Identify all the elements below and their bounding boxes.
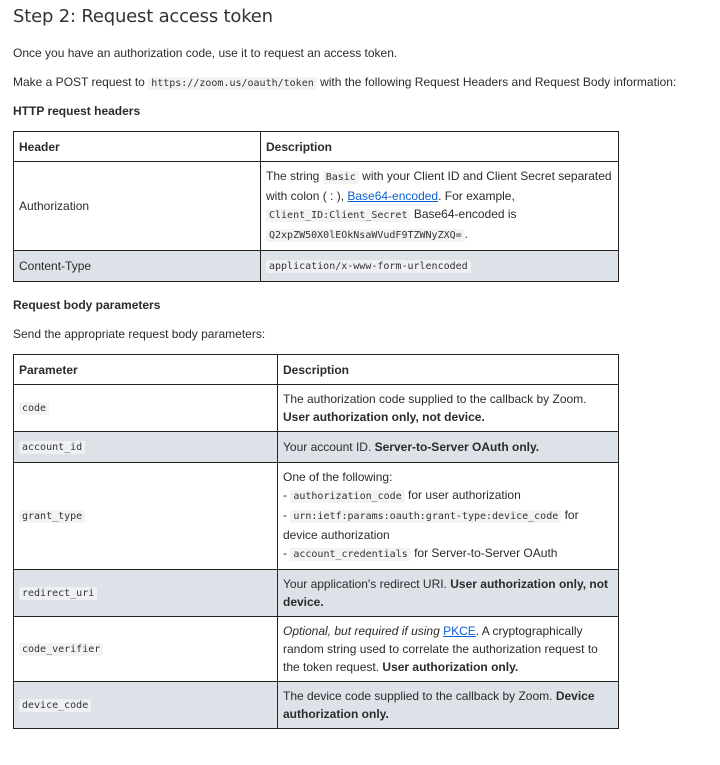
param-device-code: device_code bbox=[19, 699, 91, 712]
param-name-cell bbox=[14, 617, 278, 682]
desc-italic: Optional, but required if using bbox=[283, 624, 444, 638]
post-text-after: with the following Request Headers and Request Body information: bbox=[316, 75, 677, 89]
param-desc-cell bbox=[278, 682, 619, 729]
param-desc-cell bbox=[278, 385, 619, 432]
table-row bbox=[14, 682, 619, 729]
param-name-cell bbox=[14, 570, 278, 617]
table-row bbox=[14, 463, 619, 570]
encoded-code: Q2xpZW50X0lEOkNsaWVudF9TZWNyZXQ= bbox=[266, 229, 465, 242]
option-code: urn:ietf:params:oauth:grant-type:device_code bbox=[290, 510, 561, 523]
desc-text: The device code supplied to the callback by Zoom. bbox=[283, 689, 556, 703]
desc-text: with your Client ID and Client Secret separated with colon ( : ), bbox=[266, 169, 612, 203]
param-desc-cell bbox=[278, 463, 619, 570]
table-row bbox=[14, 570, 619, 617]
grant-option: - authorization_code for user authorization bbox=[283, 488, 521, 502]
desc-text: The string bbox=[266, 169, 323, 183]
desc-text: . A cryptographically random string used to correlate the authorization request to the token request. bbox=[283, 624, 598, 674]
table-row bbox=[14, 162, 619, 251]
desc-emphasis: User authorization only, not device. bbox=[283, 577, 609, 609]
table-row bbox=[14, 617, 619, 682]
param-desc-cell bbox=[278, 570, 619, 617]
post-instruction bbox=[13, 73, 708, 93]
option-text: for device authorization bbox=[283, 508, 579, 542]
body-intro: Send the appropriate request body parameters: bbox=[13, 327, 266, 341]
headers-section-title: HTTP request headers bbox=[13, 104, 141, 118]
param-grant-type: grant_type bbox=[19, 510, 85, 523]
header-desc-authorization bbox=[261, 162, 619, 251]
param-desc-cell bbox=[278, 617, 619, 682]
desc-text: Your account ID. bbox=[283, 440, 375, 454]
param-desc-cell bbox=[278, 432, 619, 463]
grant-lead: One of the following: bbox=[283, 470, 393, 484]
desc-text: Your application's redirect URI. bbox=[283, 577, 451, 591]
param-name-cell bbox=[14, 682, 278, 729]
param-code: code bbox=[19, 402, 49, 415]
table-header-row bbox=[14, 132, 619, 162]
option-code: authorization_code bbox=[290, 490, 404, 503]
base64-link[interactable]: Base64-encoded bbox=[347, 189, 439, 203]
intro-text: Once you have an authorization code, use it to request an access token. bbox=[13, 46, 398, 60]
param-name-cell bbox=[14, 385, 278, 432]
page-title: Step 2: Request access token bbox=[13, 6, 273, 27]
param-name-cell bbox=[14, 463, 278, 570]
desc-text: . bbox=[464, 227, 468, 241]
col-parameter: Parameter bbox=[14, 355, 278, 385]
desc-emphasis: User authorization only, not device. bbox=[283, 410, 485, 424]
body-params-table bbox=[13, 354, 619, 729]
col-description: Description bbox=[261, 132, 619, 162]
table-row bbox=[14, 432, 619, 463]
post-text-before: Make a POST request to bbox=[13, 75, 149, 89]
content-type-code: application/x-www-form-urlencoded bbox=[266, 260, 471, 273]
desc-emphasis: Device authorization only. bbox=[283, 689, 595, 721]
option-text: for Server-to-Server OAuth bbox=[410, 546, 558, 560]
header-desc-content-type bbox=[261, 251, 619, 282]
option-code: account_credentials bbox=[290, 548, 410, 561]
desc-text: . For example, bbox=[438, 189, 515, 203]
table-header-row bbox=[14, 355, 619, 385]
headers-table bbox=[13, 131, 619, 282]
token-url: https://zoom.us/oauth/token bbox=[148, 77, 317, 90]
option-text: for user authorization bbox=[404, 488, 521, 502]
param-code-verifier: code_verifier bbox=[19, 643, 103, 656]
col-header: Header bbox=[14, 132, 261, 162]
desc-text: Base64-encoded is bbox=[410, 207, 517, 221]
table-row bbox=[14, 251, 619, 282]
grant-option: - urn:ietf:params:oauth:grant-type:device_code for device authorization bbox=[283, 508, 579, 542]
param-account-id: account_id bbox=[19, 441, 85, 454]
param-redirect-uri: redirect_uri bbox=[19, 587, 97, 600]
pkce-link[interactable]: PKCE bbox=[443, 624, 476, 638]
grant-option: - account_credentials for Server-to-Server OAuth bbox=[283, 546, 558, 560]
desc-text: The authorization code supplied to the callback by Zoom. bbox=[283, 392, 587, 406]
param-name-cell bbox=[14, 432, 278, 463]
body-section-title: Request body parameters bbox=[13, 298, 161, 312]
desc-emphasis: User authorization only. bbox=[382, 660, 519, 674]
basic-code: Basic bbox=[323, 171, 359, 184]
table-row bbox=[14, 385, 619, 432]
col-description: Description bbox=[278, 355, 619, 385]
header-name-content-type: Content-Type bbox=[14, 251, 261, 282]
example-code: Client_ID:Client_Secret bbox=[266, 209, 410, 222]
desc-emphasis: Server-to-Server OAuth only. bbox=[374, 440, 540, 454]
header-name-authorization: Authorization bbox=[14, 162, 261, 251]
